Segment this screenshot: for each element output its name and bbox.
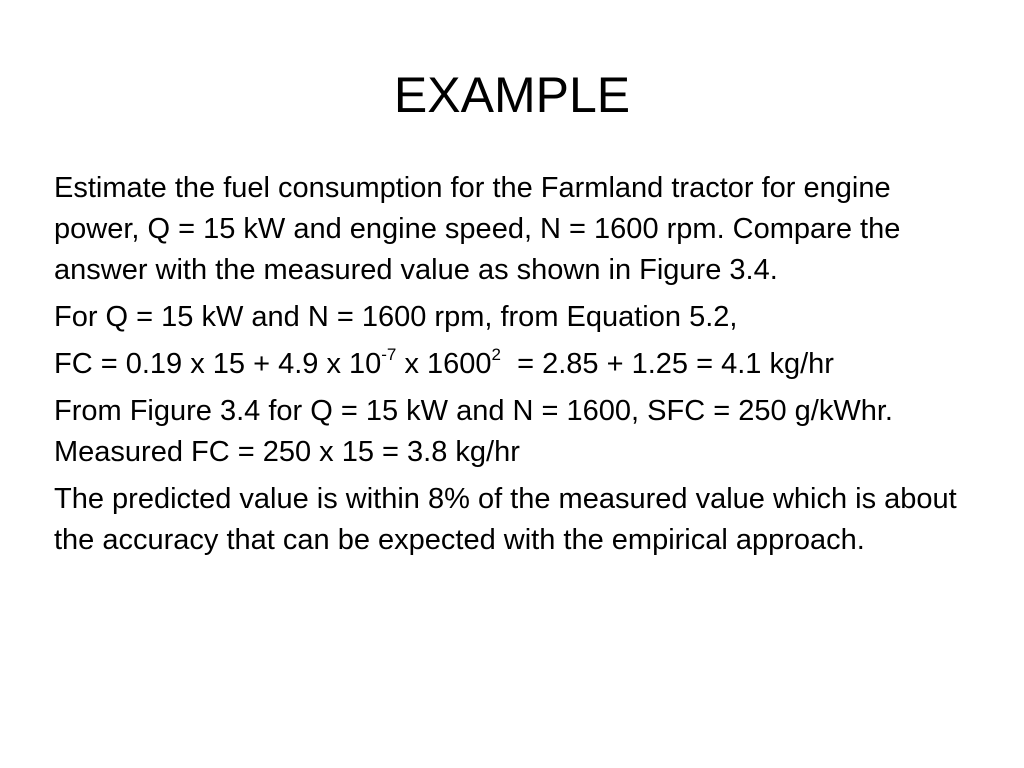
given-values: For Q = 15 kW and N = 1600 rpm, from Equation 5.2, <box>54 301 738 333</box>
measured-value: From Figure 3.4 for Q = 15 kW and N = 1600, SFC = 250 g/kWhr. Measured FC = 250 x 15 = 3.8 kg/hr <box>54 395 893 468</box>
equation-part-1: FC = 0.19 x 15 + 4.9 x 10 <box>54 348 382 380</box>
conclusion: The predicted value is within 8% of the measured value which is about the accuracy that can be expected with the empirical approach. <box>54 483 957 556</box>
slide-body <box>54 168 984 567</box>
exponent-minus-7: -7 <box>381 345 397 365</box>
fuel-consumption-equation <box>54 344 984 385</box>
problem-statement: Estimate the fuel consumption for the Farmland tractor for engine power, Q = 15 kW and engine speed, N = 1600 rpm. Compare the answer with the measured value as shown in Figure 3.4. <box>54 172 901 286</box>
exponent-2: 2 <box>491 345 501 365</box>
equation-part-2: x 1600 <box>396 348 492 380</box>
slide-title: EXAMPLE <box>393 67 631 123</box>
equation-part-3: = 2.85 + 1.25 = 4.1 kg/hr <box>501 348 834 380</box>
